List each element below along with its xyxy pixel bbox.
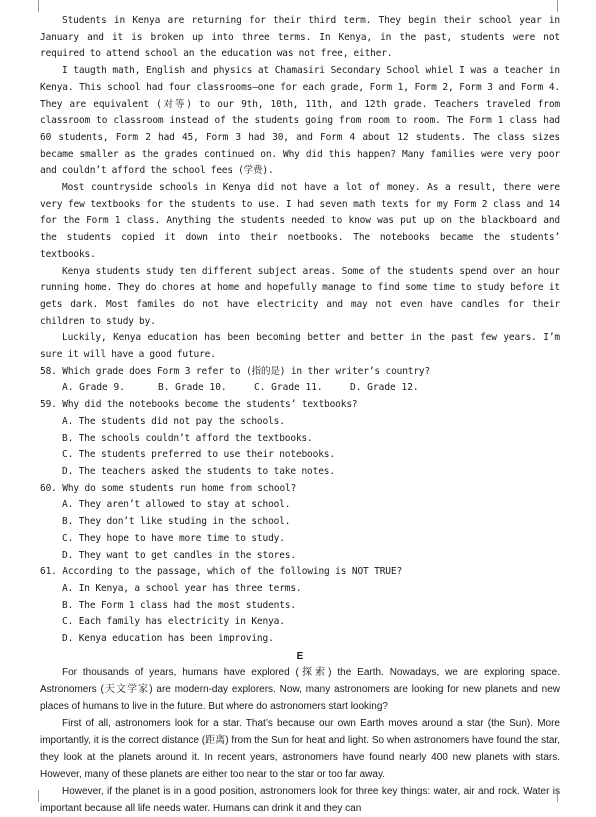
question-61-option-d: D. Kenya education has been improving. (62, 633, 274, 645)
question-60-option-c: C. They hope to have more time to study. (62, 532, 285, 544)
passage-d-paragraph-2: I taugth math, English and physics at Chamasiri Secondary School whiel I was a teacher in Kenya. This school had four classrooms—one for each grade, Form 1, Form 2, Form 3 and Form 4. They are equivalent (对等) to our 9th, 10th, 11th, and 12th grade. Teachers traveled from classroom to classroom instead of the students going from room to room. The Form 1 class had 60 students, Form 2 had 45, Form 3 had 30, and Form 4 about 12 students. The class sizes became smaller as the grades continued on. Why did this happen? Many families were very poor and couldn’t afford the school fees (学费). (40, 65, 560, 177)
question-59-option-c: C. The students preferred to use their notebooks. (62, 449, 335, 461)
question-60-option-b: B. They don’t like studing in the school. (62, 516, 291, 528)
section-e-heading: E (296, 650, 304, 662)
question-61-option-b: B. The Form 1 class had the most students. (62, 599, 296, 611)
passage-e-paragraph-1: For thousands of years, humans have explored (探索) the Earth. Nowadays, we are exploring space. Astronomers (天文学家) are modern-day explorers. Now, many astronomers are looking for new planets and new places of humans to live in the future. But where do astronomers start looking? (40, 666, 560, 712)
passage-d-paragraph-5: Luckily, Kenya education has been becoming better and better in the past few years. I’m sure it will have a good future. (40, 332, 560, 361)
question-59-stem: 59. Why did the notebooks become the students’ textbooks? (40, 399, 358, 411)
question-58-stem: 58. Which grade does Form 3 refer to (指的是) in ther writer’s country? (40, 365, 431, 377)
question-61-option-a: A. In Kenya, a school year has three terms. (62, 582, 302, 594)
question-58-option-c: C. Grade 11. (254, 382, 323, 394)
question-59-option-b: B. The schools couldn’t afford the textbooks. (62, 432, 313, 444)
crop-mark-top-right (557, 0, 570, 12)
passage-d-paragraph-1: Students in Kenya are returning for their third term. They begin their school year in January and it is broken up into three terms. In Kenya, in the past, students were not required to attend school an the education was not free, either. (40, 15, 560, 60)
question-58-options (40, 380, 560, 397)
passage-e-paragraph-3: However, if the planet is in a good position, astronomers look for three key things: water, air and rock. Water is important because all life needs water. Humans can drink it and they can (40, 785, 560, 814)
questions (40, 364, 560, 648)
crop-mark-bottom-left (26, 790, 39, 802)
passage-d-paragraph-4: Kenya students study ten different subject areas. Some of the students spend over an hour running home. They do chores at home and hopefully manage to find some time to study before it gets dark. Most familes do not have electricity and may not even have candles for their children to study by. (40, 265, 560, 327)
crop-mark-bottom-right (557, 790, 570, 802)
passage-d-paragraph-3: Most countryside schools in Kenya did not have a lot of money. As a result, there were very few textbooks for the students to use. I had seven math texts for my Form 2 class and 14 for the Form 1 class. Anything the students needed to know was put up on the blackboard and the students copied it down into their noetbooks. The notebooks became the students’ textbooks. (40, 182, 560, 260)
question-61-option-c: C. Each family has electricity in Kenya. (62, 616, 285, 628)
question-59-option-a: A. The students did not pay the schools. (62, 415, 285, 427)
question-60-stem: 60. Why do some students run home from school? (40, 482, 297, 494)
passage-e-paragraph-2: First of all, astronomers look for a star. That’s because our own Earth moves around a star (the Sun). More importantly, it is the correct distance (距离) from the Sun for heat and light. So when astronomers have found the star, they look at the planets around it. In recent years, astronomers have found nearly 400 new planets with stars. However, many of these planets are either too near to the star or too far away. (40, 717, 560, 780)
passage-d (40, 13, 560, 364)
question-60-option-a: A. They aren’t allowed to stay at school. (62, 499, 291, 511)
question-60-option-d: D. They want to get candles in the stores. (62, 549, 296, 561)
question-58-option-a: A. Grade 9. (62, 382, 125, 394)
question-61-stem: 61. According to the passage, which of the following is NOT TRUE? (40, 566, 403, 578)
crop-mark-top-left (26, 0, 39, 12)
question-58-option-b: B. Grade 10. (158, 382, 227, 394)
question-59-option-d: D. The teachers asked the students to take notes. (62, 465, 335, 477)
question-58-option-d: D. Grade 12. (350, 382, 419, 394)
passage-e (40, 664, 560, 817)
